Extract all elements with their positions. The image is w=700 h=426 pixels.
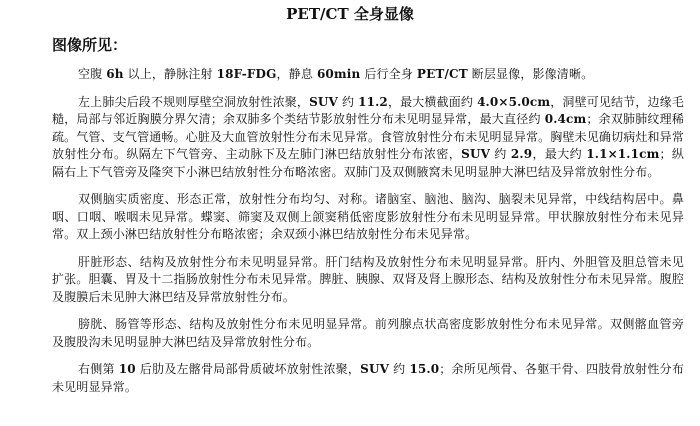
text-run: 约 [389,362,410,376]
bold-text-run: 6h [106,67,124,81]
findings-paragraph [52,191,684,244]
text-run: 后肋及左髂骨局部骨质破坏放射性浓聚， [135,362,361,376]
bold-text-run: 2.9 [510,147,533,161]
text-run: 左上肺尖后段不规则厚壁空洞放射性浓聚， [78,94,310,109]
bold-text-run: 18F-FDG [216,67,277,81]
text-run: ；余所见颅骨、各躯干骨、四肢骨放射性分布未见明显异常。 [52,362,684,394]
text-run: ；余双肺肺纹理稀疏。气管、支气管通畅。心脏及大血管放射性分布未见异常。食管放射性分布未见明显异常。胸壁未见确切病灶和异常放射性分布。纵隔左下气管旁、主动脉下及左肺门淋巴结放射性分布浓密， [52,112,685,161]
findings-paragraph [52,94,684,182]
text-run: 断层显像，影像清晰。 [467,67,594,81]
findings-paragraph [52,66,684,84]
text-run: ，静息 [276,67,317,81]
bold-text-run: 1.1×1.1cm [586,147,660,161]
bold-text-run: 60min [316,67,361,81]
bold-text-run: SUV [309,94,338,109]
report-title: PET/CT 全身显像 [286,5,414,23]
text-run: 后行全身 [360,67,417,81]
findings-paragraph [52,316,684,351]
text-run: 约 [490,147,511,161]
bold-text-run: 15.0 [409,362,440,376]
findings-paragraph [52,254,684,307]
findings-body [52,66,684,406]
findings-paragraph [52,361,684,396]
text-run: ；纵隔右上下气管旁及隆突下小淋巴结放射性分布略浓密。双肺门及双侧腋窝未见明显肿大淋巴结及异常放射性分布。 [52,147,684,179]
text-run: 约 [337,94,359,109]
bold-text-run: SUV [461,147,491,161]
text-run: 膀胱、肠管等形态、结构及放射性分布未见明显异常。前列腺点状高密度影放射性分布未见异常。双侧髂血管旁及腹股沟未见明显肿大淋巴结及异常放射性分布。 [52,317,684,349]
bold-text-run: 11.2 [358,94,388,109]
text-run: ，最大横截面约 [387,94,478,109]
bold-text-run: 10 [118,362,136,376]
text-run: 以上，静脉注射 [123,67,217,81]
section-heading-findings: 图像所见： [52,36,128,54]
bold-text-run: 4.0×5.0cm [477,94,551,109]
text-run: 空腹 [78,67,107,81]
text-run: ，洞壁可见结节，边缘毛糙，局部与邻近胸膜分界欠清；余双肺多个类结节影放射性分布未见明显异常，最大直径约 [52,94,685,126]
bold-text-run: SUV [360,362,390,376]
text-run: ，最大约 [532,147,587,161]
bold-text-run: PET/CT [416,67,468,81]
text-run: 双侧脑实质密度、形态正常，放射性分布均匀、对称。诸脑室、脑池、脑沟、脑裂未见异常，中线结构居中。鼻咽、口咽、喉咽未见异常。蝶窦、筛窦及双侧上颌窦稍低密度影放射性分布未见明显异常。甲状腺放射性分布未见异常。双上颈小淋巴结放射性分布略浓密；余双颈小淋巴结放射性分布未见异常。 [52,192,684,241]
text-run: 右侧第 [78,362,119,376]
text-run: 肝脏形态、结构及放射性分布未见明显异常。肝门结构及放射性分布未见明显异常。肝内、外胆管及胆总管未见扩张。胆囊、胃及十二指肠放射性分布未见异常。脾脏、胰腺、双肾及肾上腺形态、结构及放射性分布未见异常。腹腔及腹膜后未见肿大淋巴结及异常放射性分布。 [52,254,684,304]
bold-text-run: 0.4cm [544,112,587,126]
